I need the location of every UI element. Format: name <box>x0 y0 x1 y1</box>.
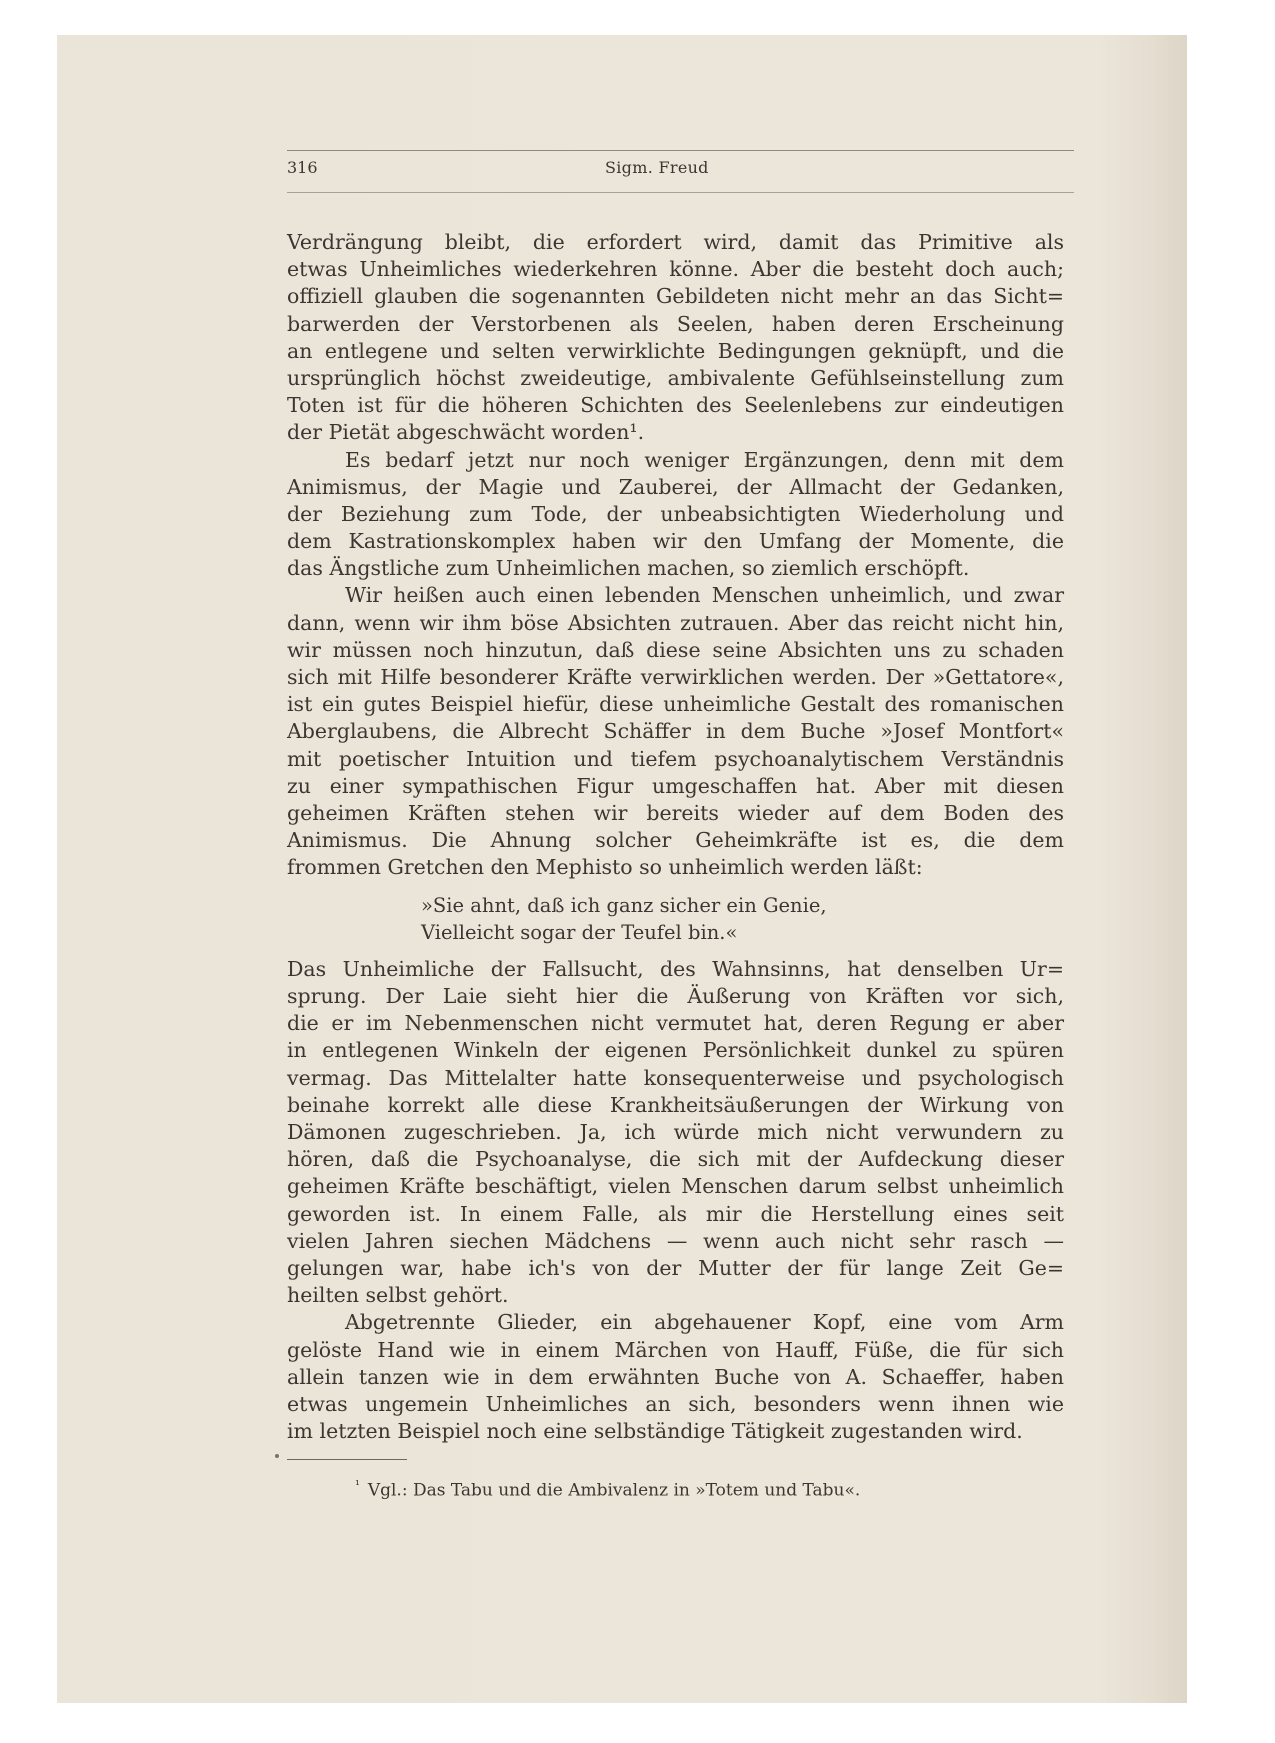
text-line: Es bedarf jetzt nur noch weniger Ergänzungen, denn mit dem <box>345 447 1064 472</box>
page-number: 316 <box>287 158 318 177</box>
page-content <box>287 150 1064 1502</box>
text-line: hören, daß die Psychoanalyse, die sich mit der Aufdeckung dieser <box>287 1147 1064 1172</box>
paragraph <box>287 582 1064 881</box>
text-line: sprung. Der Laie sieht hier die Äußerung von Kräften vor sich, <box>287 984 1064 1009</box>
text-line: heilten selbst gehört. <box>287 1283 509 1308</box>
text-line: sich mit Hilfe besonderer Kräfte verwirklichen werden. Der »Gettatore«, <box>287 665 1064 689</box>
paragraph-group-before-verse <box>287 229 1064 882</box>
text-line: mit poetischer Intuition und tiefem psychoanalytischem Verständnis <box>287 746 1064 771</box>
text-line: Animismus, der Magie und Zauberei, der Allmacht der Gedanken, <box>287 474 1064 499</box>
print-speck <box>275 1454 279 1458</box>
text-line: geheimen Kräfte beschäftigt, vielen Menschen darum selbst unheimlich <box>287 1174 1064 1199</box>
text-line: allein tanzen wie in dem erwähnten Buche von A. Schaeffer, haben <box>287 1364 1064 1389</box>
text-line: Aberglaubens, die Albrecht Schäffer in dem Buche »Josef Montfort« <box>287 719 1064 744</box>
text-line: ursprünglich höchst zweideutige, ambivalente Gefühlseinstellung zum <box>287 365 1064 390</box>
text-line: beinahe korrekt alle diese Krankheitsäußerungen der Wirkung von <box>287 1092 1064 1117</box>
text-line: der Beziehung zum Tode, der unbeabsichtigten Wiederholung und <box>287 501 1064 526</box>
text-line: barwerden der Verstorbenen als Seelen, haben deren Erscheinung <box>287 311 1064 336</box>
text-line: Das Unheimliche der Fallsucht, des Wahnsinns, hat denselben Ur= <box>287 956 1064 981</box>
paragraph <box>287 1309 1064 1445</box>
text-line: geworden ist. In einem Falle, als mir die Herstellung eines seit <box>287 1201 1064 1226</box>
paragraph <box>287 956 1064 1309</box>
text-line: Verdrängung bleibt, die erfordert wird, damit das Primitive als <box>287 230 1064 254</box>
text-line: Dämonen zugeschrieben. Ja, ich würde mich nicht verwundern zu <box>287 1120 1064 1144</box>
text-line: vielen Jahren siechen Mädchens — wenn auch nicht sehr rasch — <box>287 1228 1064 1253</box>
text-line: ist ein gutes Beispiel hiefür, diese unheimliche Gestalt des romanischen <box>287 692 1064 717</box>
paragraph <box>287 447 1064 583</box>
text-line: der Pietät abgeschwächt worden¹. <box>287 420 645 445</box>
header-rule-bottom <box>287 192 1074 193</box>
running-head <box>287 150 1064 193</box>
text-line: Animismus. Die Ahnung solcher Geheimkräfte ist es, die dem <box>287 828 1064 853</box>
text-line: dem Kastrationskomplex haben wir den Umfang der Momente, die <box>287 529 1064 554</box>
text-line: in entlegenen Winkeln der eigenen Persönlichkeit dunkel zu spüren <box>287 1038 1064 1063</box>
footnote <box>355 1474 1064 1502</box>
text-line: das Ängstliche zum Unheimlichen machen, so ziemlich erschöpft. <box>287 556 970 581</box>
text-line: geheimen Kräften stehen wir bereits wieder auf dem Boden des <box>287 800 1064 825</box>
text-line: frommen Gretchen den Mephisto so unheimlich werden läßt: <box>287 855 923 880</box>
text-line: die er im Nebenmenschen nicht vermutet hat, deren Regung er aber <box>287 1011 1064 1036</box>
text-line: dann, wenn wir ihm böse Absichten zutrauen. Aber das reicht nicht hin, <box>287 610 1064 635</box>
text-line: gelöste Hand wie in einem Märchen von Hauff, Füße, die für sich <box>287 1337 1064 1362</box>
text-line: wir müssen noch hinzutun, daß diese seine Absichten uns zu schaden <box>287 637 1064 662</box>
text-line: an entlegene und selten verwirklichte Bedingungen geknüpft, und die <box>287 338 1064 363</box>
text-line: Toten ist für die höheren Schichten des Seelenlebens zur eindeutigen <box>287 393 1064 418</box>
footnote-mark: ¹ <box>355 1478 360 1493</box>
text-line: Wir heißen auch einen lebenden Menschen unheimlich, und zwar <box>345 583 1064 608</box>
body-text <box>287 229 1064 1445</box>
verse-quotation <box>421 892 1064 946</box>
text-line: etwas Unheimliches wiederkehren könne. Aber die besteht doch auch; <box>287 257 1064 282</box>
text-line: zu einer sympathischen Figur umgeschaffen hat. Aber mit diesen <box>287 773 1064 798</box>
footnote-rule <box>287 1459 407 1460</box>
text-line: vermag. Das Mittelalter hatte konsequenterweise und psychologisch <box>287 1065 1064 1090</box>
paragraph <box>287 229 1064 447</box>
running-title: Sigm. Freud <box>605 158 709 177</box>
paragraph-group-after-verse <box>287 956 1064 1445</box>
footnote-text: Vgl.: Das Tabu und die Ambivalenz in »Totem und Tabu«. <box>367 1480 861 1501</box>
text-line: Abgetrennte Glieder, ein abgehauener Kopf, eine vom Arm <box>345 1310 1064 1335</box>
verse-line: »Sie ahnt, daß ich ganz sicher ein Genie, <box>421 893 827 917</box>
verse-line: Vielleicht sogar der Teufel bin.« <box>421 920 738 944</box>
text-line: offiziell glauben die sogenannten Gebildeten nicht mehr an das Sicht= <box>287 284 1064 309</box>
text-line: im letzten Beispiel noch eine selbständige Tätigkeit zugestanden wird. <box>287 1419 1023 1444</box>
text-line: gelungen war, habe ich's von der Mutter der für lange Zeit Ge= <box>287 1255 1064 1280</box>
text-line: etwas ungemein Unheimliches an sich, besonders wenn ihnen wie <box>287 1391 1064 1416</box>
